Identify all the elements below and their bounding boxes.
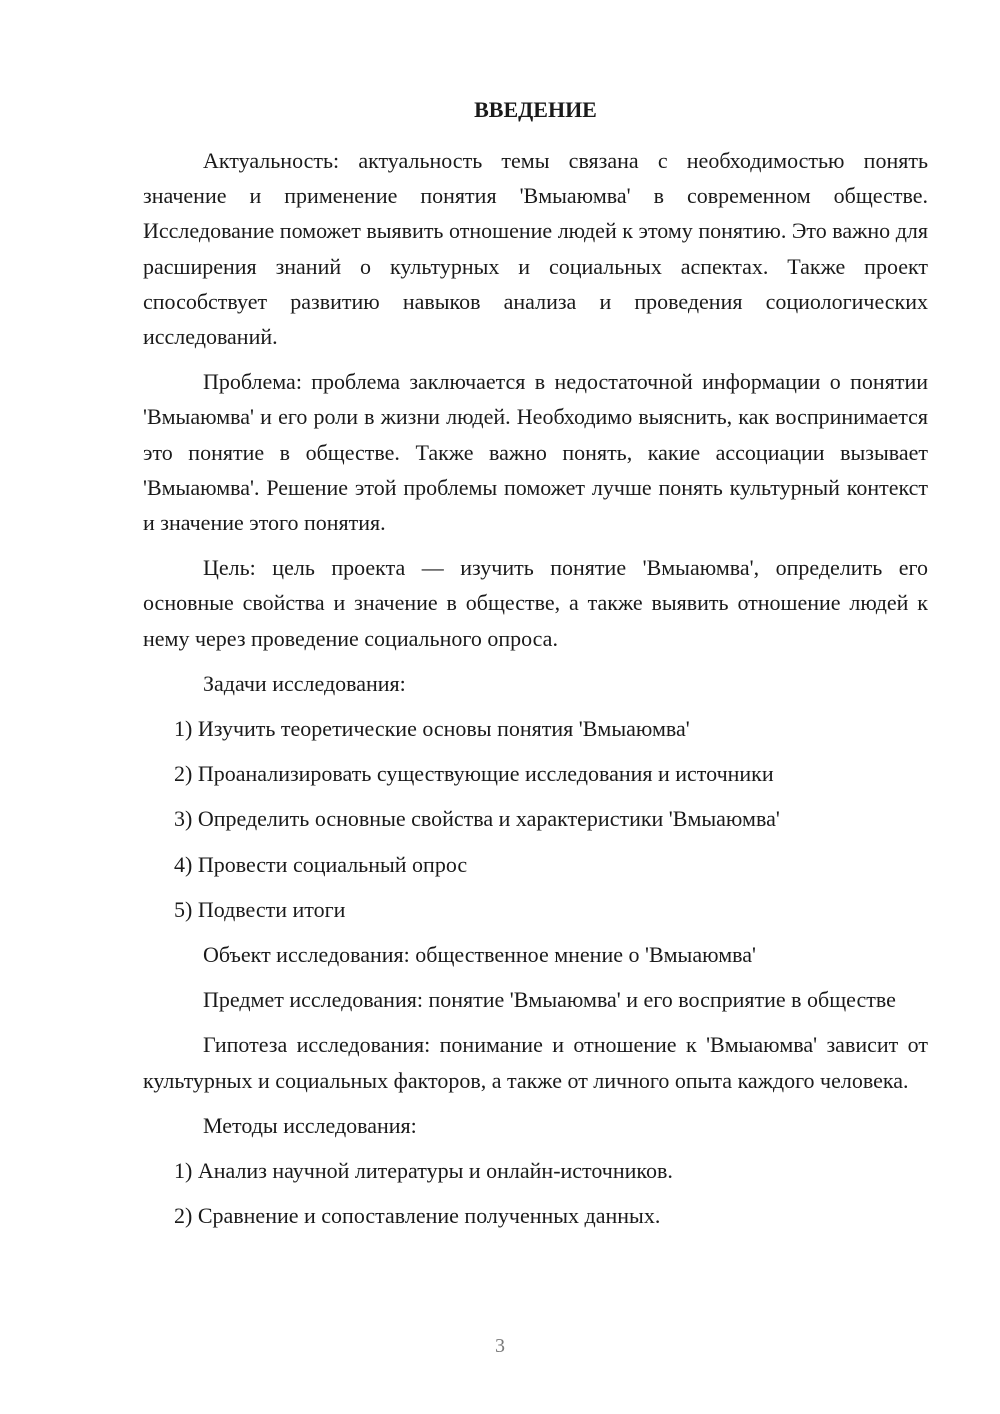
document-page [143,95,928,1243]
problem-paragraph: Проблема: проблема заключается в недостаточной информации о понятии 'Вмыаюмва' и его роли в жизни людей. Необходимо выяснить, как воспринимается это понятие в обществе. Также важно понять, какие ассоциации вызывает 'Вмыаюмва'. Решение этой проблемы поможет лучше понять культурный контекст и значение этого понятия. [143,369,928,536]
list-item: 1) Изучить теоретические основы понятия 'Вмыаюмва' [174,716,690,742]
methods-heading: Методы исследования: [203,1112,417,1138]
page-number: 3 [495,1335,505,1357]
list-item: 4) Провести социальный опрос [174,851,468,877]
list-item: 5) Подвести итоги [174,896,346,922]
hypothesis-paragraph: Гипотеза исследования: понимание и отношение к 'Вмыаюмва' зависит от культурных и социальных факторов, а также от личного опыта каждого человека. [143,1032,928,1093]
actuality-paragraph: Актуальность: актуальность темы связана с необходимостью понять значение и применение понятия 'Вмыаюмва' в современном обществе. Исследование поможет выявить отношение людей к этому понятию. Это важно для расширения знаний о культурных и социальных аспектах. Также проект способствует развитию навыков анализа и проведения социологических исследований. [143,148,928,350]
list-item: 3) Определить основные свойства и характеристики 'Вмыаюмва' [174,806,780,832]
object-paragraph: Объект исследования: общественное мнение о 'Вмыаюмва' [203,942,756,968]
list-item: 2) Проанализировать существующие исследования и источники [174,761,774,787]
goal-paragraph: Цель: цель проекта — изучить понятие 'Вмыаюмва', определить его основные свойства и значение в обществе, а также выявить отношение людей к нему через проведение социального опроса. [143,555,928,651]
tasks-heading: Задачи исследования: [203,670,406,696]
list-item: 2) Сравнение и сопоставление полученных данных. [174,1203,661,1229]
subject-paragraph: Предмет исследования: понятие 'Вмыаюмва' и его восприятие в обществе [203,987,896,1013]
page-title: ВВЕДЕНИЕ [474,97,597,122]
list-item: 1) Анализ научной литературы и онлайн-источников. [174,1158,673,1184]
